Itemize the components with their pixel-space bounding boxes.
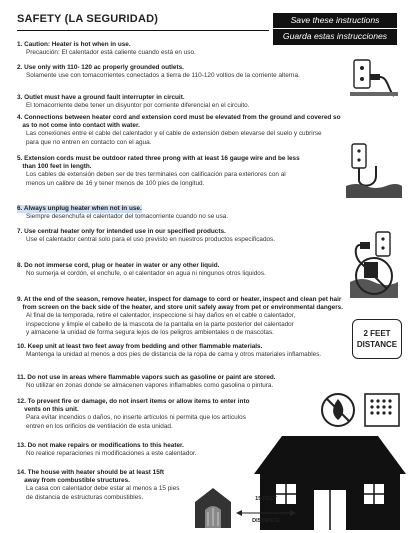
safety-item-11 xyxy=(17,374,276,390)
item-4-english-line: as to not come into contact with water. xyxy=(17,122,140,130)
safety-item-4 xyxy=(17,114,341,147)
heater-vent-icon xyxy=(364,393,400,427)
safety-item-10 xyxy=(17,343,321,359)
no-water-icon xyxy=(350,254,398,298)
outlet-plug-icon xyxy=(350,58,398,100)
item-7-spanish-line: Use el calentador central solo para el uso previsto en nuestros productos especificados. xyxy=(26,236,276,244)
safety-item-1 xyxy=(17,41,196,57)
save-instructions-en: Save these instructions xyxy=(273,13,397,29)
item-11-spanish-line: No utilizar en zonas donde se almacenen vapores inflamables como gasolina o pintura. xyxy=(26,382,274,390)
distance-arrow-icon xyxy=(236,509,296,517)
no-fire-icon xyxy=(320,392,356,428)
safety-item-13 xyxy=(17,442,197,458)
item-4-english-line: 4. Connections between heater cord and extension cord must be elevated from the ground and covered so xyxy=(17,114,341,121)
fifteen-feet-text: 15 FEET xyxy=(255,496,277,502)
item-2-spanish-line: Solamente use con tomacorrientes conectados a tierra de 110-120 voltios de la corriente alterna. xyxy=(26,72,300,80)
safety-item-12 xyxy=(17,398,249,431)
fifteen-distance-label xyxy=(246,518,286,525)
item-14-english-line: away from combustible structures. xyxy=(17,477,130,485)
extension-cord-water-icon xyxy=(346,142,402,198)
item-5-english-line: 5. Extension cords must be outdoor rated three prong with at least 16 gauge wire and be less xyxy=(17,155,300,162)
fifteen-feet-distance-label xyxy=(246,496,286,503)
page-title: SAFETY (LA SEGURIDAD) xyxy=(17,13,159,25)
safety-item-6 xyxy=(17,205,228,221)
item-12-english-line: vents on this unit. xyxy=(17,406,79,414)
item-12-english-line: 12. To prevent fire or damage, do not insert items or allow items to enter into xyxy=(17,398,250,405)
two-feet-distance-label: DISTANCE xyxy=(356,340,398,349)
item-14-spanish-line: La casa con calentador debe estar al menos a 15 pies xyxy=(26,485,180,493)
item-14-spanish-line: de distancia de estructuras combustibles. xyxy=(26,493,144,501)
item-6-spanish-line: Siempre desenchufa el calentador del tomacorriente cuando no se usa. xyxy=(26,213,229,221)
safety-item-2 xyxy=(17,64,300,80)
title-underline xyxy=(17,30,269,31)
item-5-english-line: than 100 feet in length. xyxy=(17,163,92,171)
item-14-english-line: 14. The house with heater should be at least 15ft xyxy=(17,469,165,476)
safety-item-7 xyxy=(17,228,275,244)
item-13-english-line: 13. Do not make repairs or modifications to this heater. xyxy=(17,442,184,449)
item-3-spanish-line: El tomacorriente debe tener un disyuntor por corriente diferencial en el circuito. xyxy=(26,102,250,110)
item-2-english-line: 2. Use only with 110- 120 ac properly grounded outlets. xyxy=(17,64,184,71)
item-13-spanish-line: No realice reparaciones ni modificaciones a este calentador. xyxy=(26,450,197,458)
item-11-english-line: 11. Do not use in areas where flammable vapors such as gasoline or paint are stored. xyxy=(17,374,276,381)
item-3-english-line: 3. Outlet must have a ground fault interrupter in circuit. xyxy=(17,94,185,101)
item-9-spanish-line: Al final de la temporada, retire el calentador, inspeccione si hay daños en el cable o calentador, xyxy=(26,312,296,320)
item-12-spanish-line: entren en los orificios de ventilación de esta unidad. xyxy=(26,422,173,430)
item-9-spanish-line: inspeccione y limpie el cabello de la mascota de la pantalla en la parte posterior del calentador xyxy=(26,320,294,328)
item-6-english-line: 6. Always unplug heater when not in use. xyxy=(17,205,142,212)
item-1-spanish-line: Precaución: El calentador está caliente cuando está en uso. xyxy=(26,49,196,57)
item-5-spanish-line: Los cables de extensión deben ser de tres terminales con calificación para exteriores con al xyxy=(26,171,286,179)
safety-item-9 xyxy=(17,296,343,337)
save-instructions-es: Guarda estas instrucciones xyxy=(282,31,388,41)
item-10-english-line: 10. Keep unit at least two feet away from bedding and other flammable materials. xyxy=(17,343,263,350)
item-5-spanish-line: menos un calibre de 16 y tener menos de 100 pies de longitud. xyxy=(26,179,205,187)
item-8-english-line: 8. Do not immerse cord, plug or heater in water or any other liquid. xyxy=(17,262,220,269)
item-10-spanish-line: Mantenga la unidad al menos a dos pies de distancia de la ropa de cama y otros materiales inflamables. xyxy=(26,351,322,359)
item-1-english-line: 1. Caution: Heater is hot when in use. xyxy=(17,41,131,48)
safety-item-3 xyxy=(17,94,249,110)
two-feet-distance-icon xyxy=(352,319,402,359)
dog-house-heater-icon xyxy=(193,486,233,530)
safety-item-14 xyxy=(17,469,179,502)
item-4-spanish-line: Las conexiones entre el cable del calentador y el cable de extensión deben elevarse del suelo y cubrirse xyxy=(26,130,322,138)
two-feet-label: 2 FEET xyxy=(363,329,391,338)
safety-item-5 xyxy=(17,155,300,188)
item-8-spanish-line: No sumerja el cordón, el enchufe, o el calentador en agua ni ningunos otros liquidos. xyxy=(26,270,266,278)
item-9-spanish-line: y almacene la unidad de forma segura lejos de los peligros ambientales o de mascotas. xyxy=(26,328,274,336)
item-7-english-line: 7. Use central heater only for intended use in our specified products. xyxy=(17,228,226,235)
item-9-english-line: from screen on the back side of the heater, and store unit safely away from pet or environmental dangers. xyxy=(17,304,344,312)
save-instructions-box xyxy=(273,13,397,45)
item-4-spanish-line: para que no entren en contacto con el agua. xyxy=(26,138,152,146)
item-12-spanish-line: Para evitar incendios o daños, no inserte artículos ni permita que los artículos xyxy=(26,414,246,422)
fifteen-distance-text: DISTANCE xyxy=(252,518,280,524)
item-9-english-line: 9. At the end of the season, remove heater, inspect for damage to cord or heater, inspect and clean pet hair xyxy=(17,296,342,303)
house-illustration xyxy=(254,432,406,532)
safety-item-8 xyxy=(17,262,266,278)
